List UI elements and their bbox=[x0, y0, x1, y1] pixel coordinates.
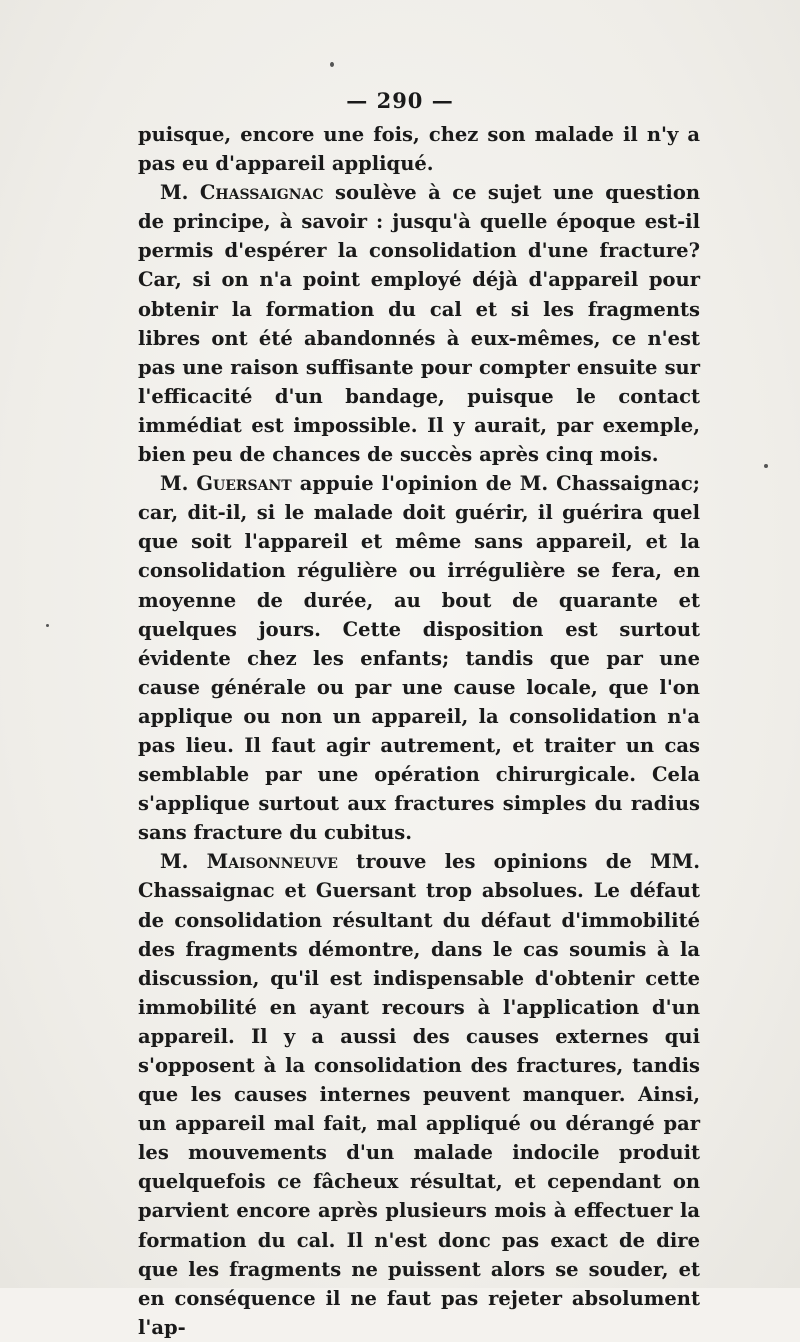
body-text bbox=[138, 120, 700, 1342]
paragraph-1-text: puisque, encore une fois, chez son malade il n'y a pas eu d'appareil appliqué. bbox=[138, 123, 700, 176]
paragraph-2-text: soulève à ce sujet une question de principe, à savoir : jusqu'à quelle époque est-il permis d'espérer la consolidation d'une fracture? Car, si on n'a point employé déjà d'appareil pour obtenir la formation du cal et si les fragments libres ont été abandonnés à eux-mêmes, ce n'est pas une raison suffisante pour compter ensuite sur l'efficacité d'un bandage, puisque le contact immédiat est impossible. Il y aurait, par exemple, bien peu de chances de succès après cinq mois. bbox=[138, 181, 700, 467]
paragraph-3-lead: M. bbox=[160, 472, 197, 496]
scan-speck bbox=[764, 464, 768, 468]
paragraph-4 bbox=[138, 847, 700, 1342]
paragraph-3 bbox=[138, 469, 700, 847]
paragraph-3-text: appuie l'opinion de M. Chassaignac; car, dit-il, si le malade doit guérir, il guérira quel que soit l'appareil et même sans appareil, et la consolidation régulière ou irrégulière se fera, en moyenne de durée, au bout de quarante et quelques jours. Cette disposition est surtout évidente chez les enfants; tandis que par une cause générale ou par une cause locale, que l'on applique ou non un appareil, la consolidation n'a pas lieu. Il faut agir autrement, et traiter un cas semblable par une opération chirurgicale. Cela s'applique surtout aux fractures simples du radius sans fracture du cubitus. bbox=[138, 472, 700, 845]
paragraph-1 bbox=[138, 120, 700, 178]
paragraph-2-lead: M. bbox=[160, 181, 200, 205]
scan-speck bbox=[330, 62, 334, 67]
speaker-name-guersant: Guersant bbox=[196, 472, 292, 496]
paragraph-4-text: trouve les opinions de MM. Chassaignac et Guersant trop absolues. Le défaut de consolidation résultant du défaut d'immobilité des fragments démontre, dans le cas soumis à la discussion, qu'il est indispensable d'obtenir cette immobilité en ayant recours à l'application d'un appareil. Il y a aussi des causes externes qui s'opposent à la consolidation des fractures, tandis que les causes internes peuvent manquer. Ainsi, un appareil mal fait, mal appliqué ou dérangé par les mouvements d'un malade indocile produit quelquefois ce fâcheux résultat, et cependant on parvient encore après plusieurs mois à effectuer la formation du cal. Il n'est donc pas exact de dire que les fragments ne puissent alors se souder, et en conséquence il ne faut pas rejeter absolument l'ap- bbox=[138, 850, 700, 1339]
page-number: — 290 — bbox=[346, 88, 454, 113]
scan-speck bbox=[46, 624, 49, 627]
paragraph-2 bbox=[138, 178, 700, 469]
speaker-name-maisonneuve: Maisonneuve bbox=[206, 850, 338, 874]
paragraph-4-lead: M. bbox=[160, 850, 207, 874]
speaker-name-chassaignac: Chassaignac bbox=[199, 181, 324, 205]
